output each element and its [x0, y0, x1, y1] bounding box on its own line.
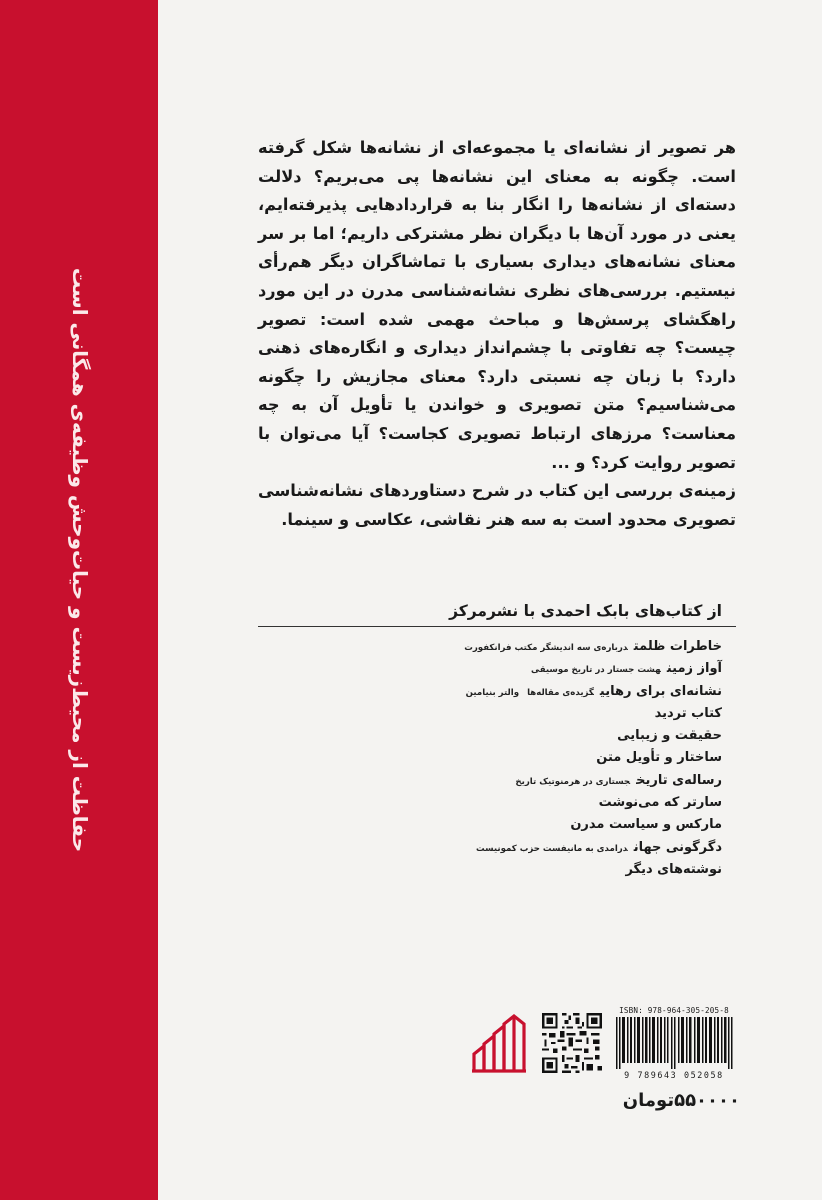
list-item — [242, 857, 722, 879]
list-item — [242, 723, 722, 745]
book-title: ساختار و تأویل متن — [596, 750, 722, 766]
book-title: نوشته‌های دیگر — [625, 861, 722, 877]
barcode-bars-icon — [608, 1017, 740, 1069]
qr-code — [540, 1011, 604, 1079]
list-item — [242, 790, 722, 812]
book-description: درامدی به مانیفست حزب کمونیست — [476, 843, 628, 854]
book-title: دگرگونی جهان — [633, 839, 722, 855]
heading-divider — [258, 626, 736, 627]
isbn-number: ISBN: 978-964-305-205-8 — [619, 1006, 729, 1015]
book-title: سارتر که می‌نوشت — [598, 795, 722, 811]
book-title: حقیقت و زیبایی — [617, 728, 722, 744]
publisher-logo-icon — [470, 1012, 528, 1078]
list-item — [242, 768, 722, 790]
list-item — [242, 835, 722, 857]
list-item — [242, 701, 722, 723]
ean-number: 9 789643 052058 — [624, 1070, 724, 1080]
book-title: خاطرات ظلمت — [633, 639, 722, 654]
book-description: درباره‌ی سه اندیشگر مکتب فرانکفورت — [464, 643, 628, 653]
list-item — [242, 812, 722, 834]
blurb-paragraph-2: زمینه‌ی بررسی این کتاب در شرح دستاوردهای نشانه‌شناسی تصویری محدود است به سه هنر نقاشی، عکاسی و سینما. — [258, 481, 736, 529]
list-item — [242, 634, 722, 656]
book-title: کتاب تردید — [654, 705, 722, 721]
spine-band — [0, 0, 158, 1200]
book-description: گزیده‌ی مقاله‌ها — [527, 687, 594, 698]
barcode — [608, 1006, 740, 1080]
spine-slogan: حفاظت از محیط‌زیست و حیات‌وحش وظیفه‌ی همگانی است — [68, 267, 92, 853]
list-item — [242, 679, 722, 701]
book-title: رساله‌ی تاریخ — [636, 772, 722, 788]
book-description: هشت جستار در تاریخ موسیقی — [531, 665, 661, 676]
book-list — [242, 634, 722, 879]
book-title: مارکس و سیاست مدرن — [570, 817, 722, 833]
book-author: والتر بنیامین — [465, 687, 520, 698]
blurb-text — [258, 134, 736, 534]
back-cover — [158, 0, 822, 1200]
book-title: آواز زمین — [666, 661, 722, 677]
price-label: ۵۵۰۰۰۰تومان — [622, 1090, 740, 1111]
blurb-paragraph-1: هر تصویر از نشانه‌ای یا مجموعه‌ای از نشانه‌ها شکل گرفته است. چگونه به معنای این نشانه‌ها پی می‌بریم؟ دلالت دسته‌ای از نشانه‌ها را انگار بنا به قراردادهایی پذیرفته‌ایم، یعنی در مورد آن‌ها با دیگران نظر مشترکی داریم؛ اما بر سر معنای نشانه‌های دیداری بسیاری با تماشاگران دیگر هم‌رأی نیستیم. بررسی‌های نظری نشانه‌شناسی مدرن در این مورد راهگشای پرسش‌ها و مباحث مهمی شده است: تصویر چیست؟ چه تفاوتی با چشم‌انداز دیداری و انگاره‌های ذهنی دارد؟ با زبان چه نسبتی دارد؟ معنای مجازیش را چگونه می‌شناسیم؟ متن تصویری و خواندن یا تأویل آن به چه معناست؟ مرزهای ارتباط تصویری کجاست؟ آیا می‌توان با تصویر روایت کرد؟ و ... — [258, 138, 736, 472]
list-item — [242, 745, 722, 767]
books-heading: از کتاب‌های بابک احمدی با نشرمرکز — [449, 602, 722, 620]
book-title: نشانه‌ای برای رهایی — [599, 683, 722, 699]
list-item — [242, 656, 722, 678]
book-description: جستاری در هرمنوتیک تاریخ — [515, 776, 631, 787]
